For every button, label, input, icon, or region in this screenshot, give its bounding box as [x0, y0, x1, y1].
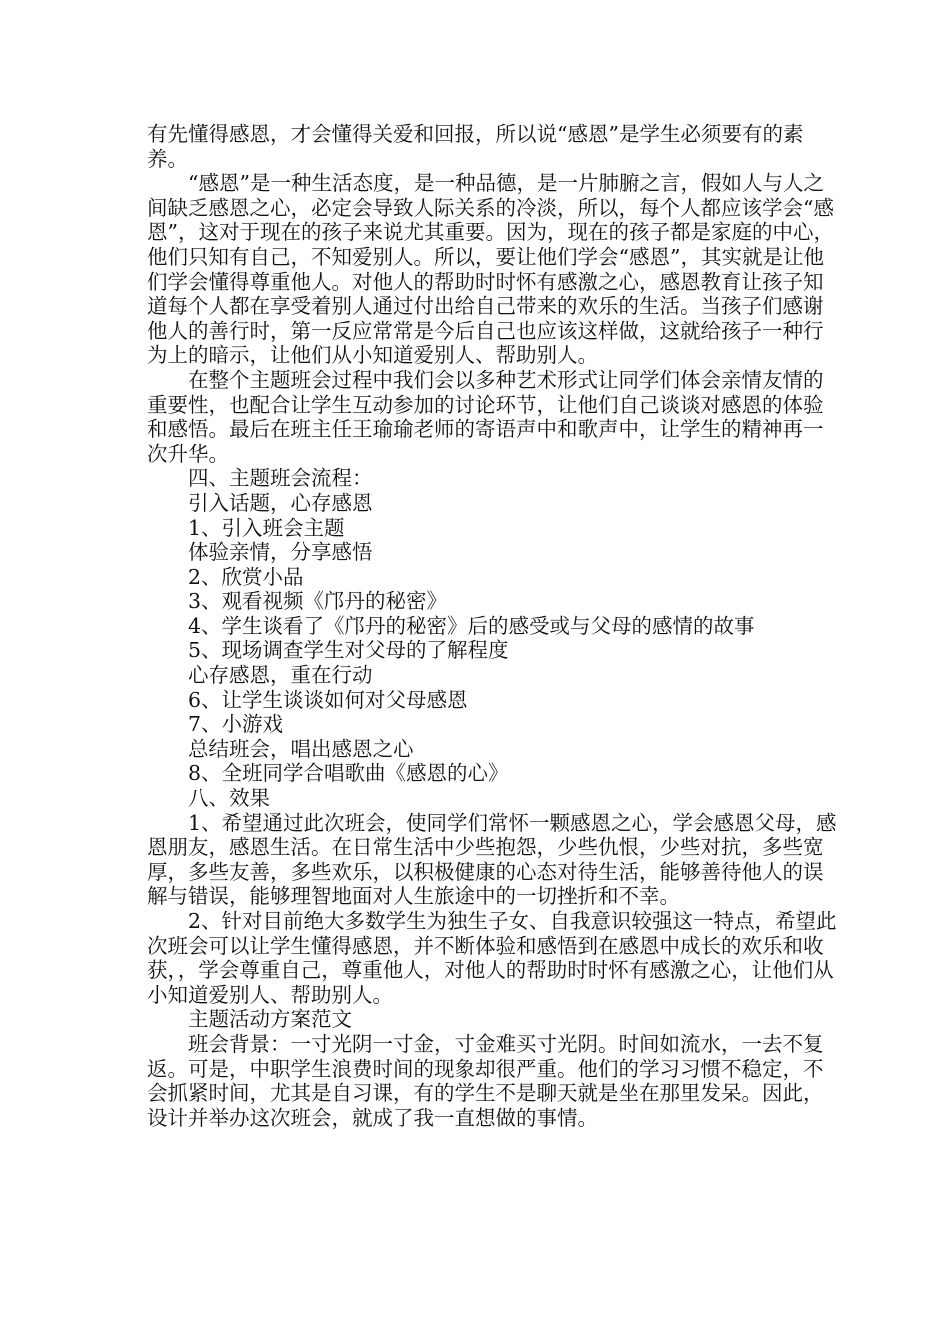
paragraph: “感恩”是一种生活态度，是一种品德，是一片肺腑之言，假如人与人之间缺乏感恩之心，必定会导致人际关系的冷淡，所以，每个人都应该学会“感恩”，这对于现在的孩子来说尤其重要。因为，现在的孩子都是家庭的中心，他们只知有自己，不知爱别人。所以，要让他们学会“感恩”，其实就是让他们学会懂得尊重他人。对他人的帮助时时怀有感激之心，感恩教育让孩子知道每个人都在享受着别人通过付出给自己带来的欢乐的生活。当孩子们感谢他人的善行时，第一反应常常是今后自己也应该这样做，这就给孩子一种行为上的暗示，让他们从小知道爱别人、帮助别人。	[147, 171, 834, 368]
paragraph: 班会背景：一寸光阴一寸金，寸金难买寸光阴。时间如流水，一去不复返。可是，中职学生浪费时间的现象却很严重。他们的学习习惯不稳定，不会抓紧时间，尤其是自习课，有的学生不是聊天就是坐在那里发呆。因此，设计并举办这次班会，就成了我一直想做的事情。	[147, 1031, 824, 1130]
section-heading: 主题活动方案范文	[188, 1007, 352, 1032]
list-item: 5、现场调查学生对父母的了解程度	[188, 638, 509, 663]
section-heading: 四、主题班会流程：	[188, 466, 373, 491]
list-item: 引入话题，心存感恩	[188, 490, 373, 515]
list-item: 8、全班同学合唱歌曲《感恩的心》	[188, 761, 509, 786]
document-body	[147, 122, 837, 1130]
paragraph: 在整个主题班会过程中我们会以多种艺术形式让同学们体会亲情友情的重要性，也配合让学生互动参加的讨论环节，让他们自己谈谈对感恩的体验和感悟。最后在班主任王瑜瑜老师的寄语声中和歌声中，让学生的精神再一次升华。	[147, 367, 824, 466]
paragraph: 1、希望通过此次班会，使同学们常怀一颗感恩之心，学会感恩父母，感恩朋友，感恩生活。在日常生活中少些抱怨，少些仇恨，少些对抗，多些宽厚，多些友善，多些欢乐，以积极健康的心态对待生活，能够善待他人的误解与错误，能够理智地面对人生旅途中的一切挫折和不幸。	[147, 810, 837, 909]
section-heading: 八、效果	[188, 786, 270, 811]
list-item: 心存感恩，重在行动	[188, 663, 373, 688]
list-item: 4、学生谈看了《邝丹的秘密》后的感受或与父母的感情的故事	[188, 613, 755, 638]
paragraph: 有先懂得感恩，才会懂得关爱和回报，所以说“感恩”是学生必须要有的素养。	[147, 122, 804, 171]
list-item: 1、引入班会主题	[188, 515, 345, 540]
list-item: 体验亲情，分享感悟	[188, 540, 373, 565]
paragraph: 2、针对目前绝大多数学生为独生子女、自我意识较强这一特点，希望此次班会可以让学生懂得感恩，并不断体验和感悟到在感恩中成长的欢乐和收获，，学会尊重自己，尊重他人，对他人的帮助时时怀有感激之心，让他们从小知道爱别人、帮助别人。	[147, 909, 837, 1007]
list-item: 7、小游戏	[188, 712, 284, 737]
list-item: 2、欣赏小品	[188, 564, 304, 589]
list-item: 3、观看视频《邝丹的秘密》	[188, 589, 448, 614]
list-item: 总结班会，唱出感恩之心	[188, 736, 414, 761]
list-item: 6、让学生谈谈如何对父母感恩	[188, 687, 468, 712]
